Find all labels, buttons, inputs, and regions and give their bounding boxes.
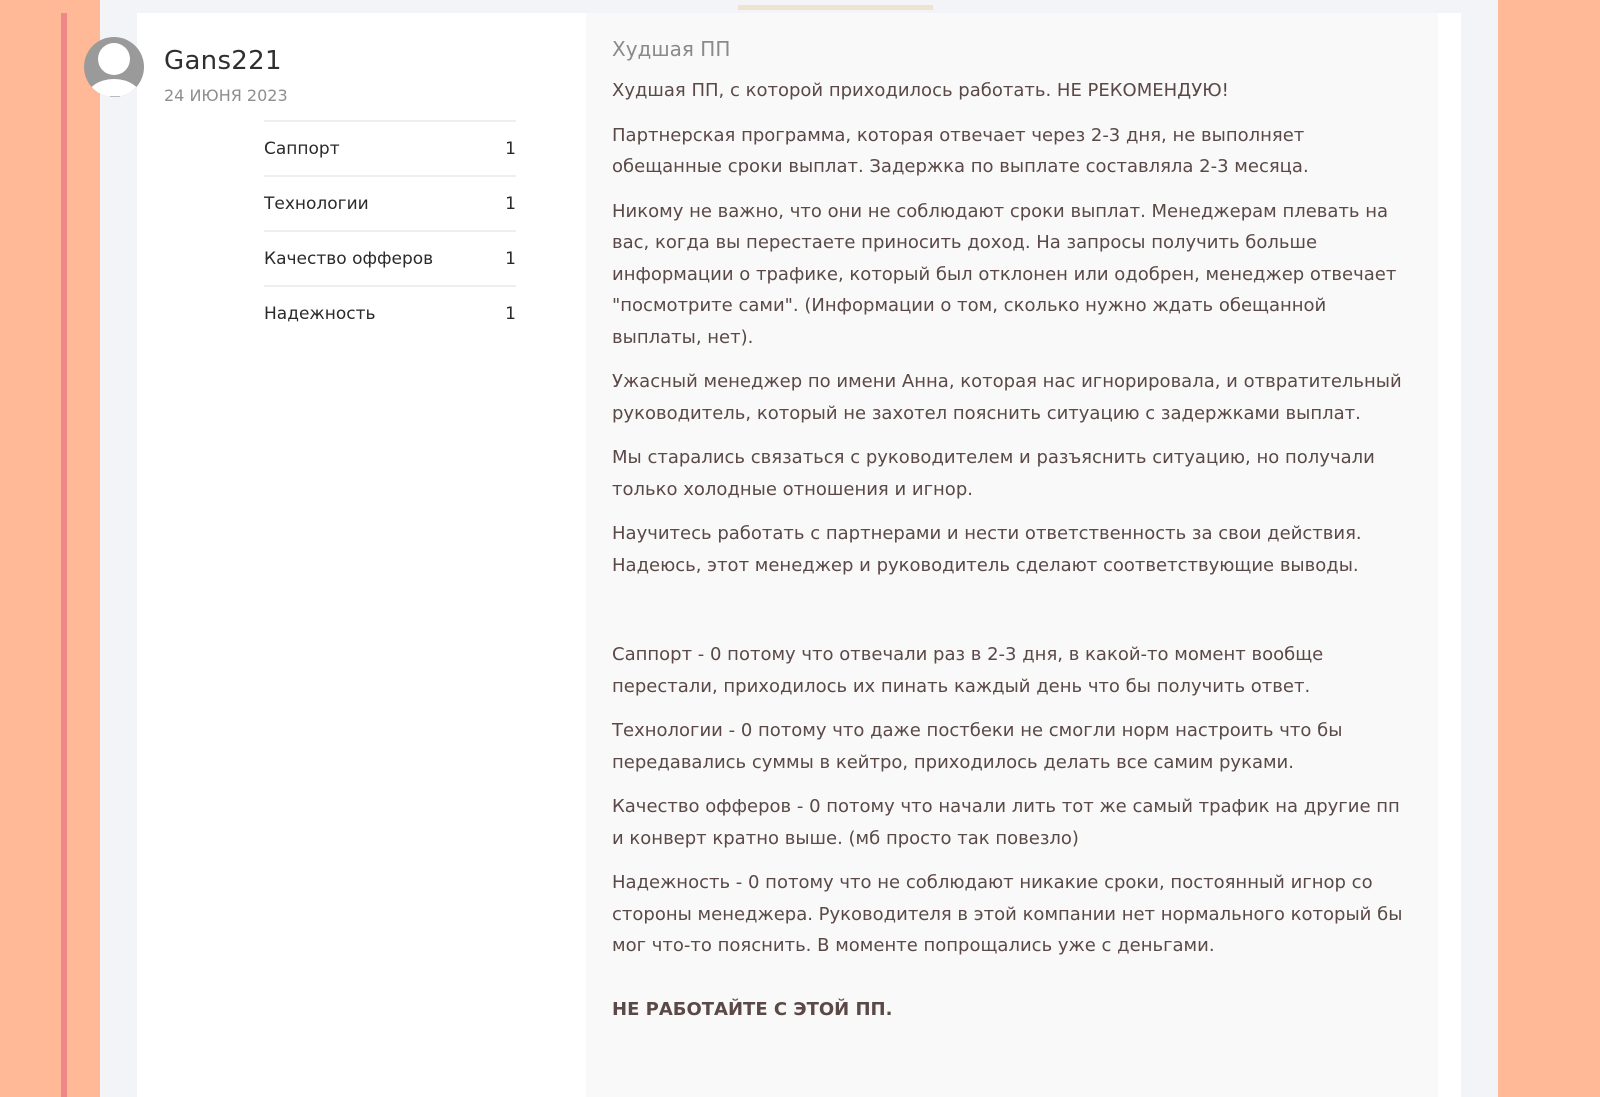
avatar-underline	[110, 96, 120, 97]
rating-label: Качество офферов	[264, 249, 434, 269]
rating-item-reliability	[264, 285, 516, 340]
rating-item-support	[264, 120, 516, 175]
review-title: Худшая ПП	[612, 37, 731, 61]
rating-label: Технологии	[264, 194, 369, 214]
review-detail-reliability: Надежность - 0 потому что не соблюдают никакие сроки, постоянный игнор со стороны менеджера. Руководителя в этой компании нет нормального который бы мог что-то пояснить. В моменте попрощались уже с деньгами.	[612, 872, 1403, 956]
rating-label: Саппорт	[264, 139, 340, 159]
rating-value: 1	[505, 249, 516, 269]
author-name[interactable]: Gans221	[164, 46, 282, 76]
review-conclusion: НЕ РАБОТАЙТЕ С ЭТОЙ ПП.	[612, 998, 893, 1020]
review-detail-technology: Технологии - 0 потому что даже постбеки не смогли норм настроить что бы передавались суммы в кейтро, приходилось делать все самим руками.	[612, 720, 1343, 773]
rating-value: 1	[505, 194, 516, 214]
rating-item-offer-quality	[264, 230, 516, 285]
review-paragraph: Худшая ПП, с которой приходилось работать. НЕ РЕКОМЕНДУЮ!	[612, 80, 1229, 101]
rating-label: Надежность	[264, 304, 376, 324]
review-paragraph: Научитесь работать с партнерами и нести ответственность за свои действия. Надеюсь, этот менеджер и руководитель сделают соответствующие выводы.	[612, 523, 1362, 576]
rating-item-technology	[264, 175, 516, 230]
review-detail-support: Саппорт - 0 потому что отвечали раз в 2-3 дня, в какой-то момент вообще перестали, приходилось их пинать каждый день что бы получить ответ.	[612, 644, 1324, 697]
avatar-icon[interactable]	[84, 37, 144, 97]
ratings-list	[264, 120, 516, 340]
review-detail-offer-quality: Качество офферов - 0 потому что начали лить тот же самый трафик на другие пп и конверт кратно выше. (мб просто так повезло)	[612, 796, 1400, 849]
review-body	[586, 13, 1438, 1097]
review-paragraph: Партнерская программа, которая отвечает через 2-3 дня, не выполняет обещанные сроки выплат. Задержка по выплате составляла 2-3 месяца.	[612, 124, 1309, 177]
paragraph-spacer	[612, 594, 1412, 639]
review-date: 24 ИЮНЯ 2023	[164, 86, 288, 105]
review-paragraph: Мы старались связаться с руководителем и разъяснить ситуацию, но получали только холодные отношения и игнор.	[612, 447, 1375, 500]
tab-accent-bar	[738, 5, 933, 10]
review-paragraph: Ужасный менеджер по имени Анна, которая нас игнорировала, и отвратительный руководитель, который не захотел пояснить ситуацию с задержками выплат.	[612, 371, 1402, 424]
review-paragraph: Никому не важно, что они не соблюдают сроки выплат. Менеджерам плевать на вас, когда вы перестаете приносить доход. На запросы получить больше информации о трафике, который был отклонен или одобрен, менеджер отвечает "посмотрите сами". (Информации о том, сколько нужно ждать обещанной выплаты, нет).	[612, 200, 1397, 348]
review-accent-bar	[61, 13, 67, 1097]
rating-value: 1	[505, 304, 516, 324]
rating-value: 1	[505, 139, 516, 159]
